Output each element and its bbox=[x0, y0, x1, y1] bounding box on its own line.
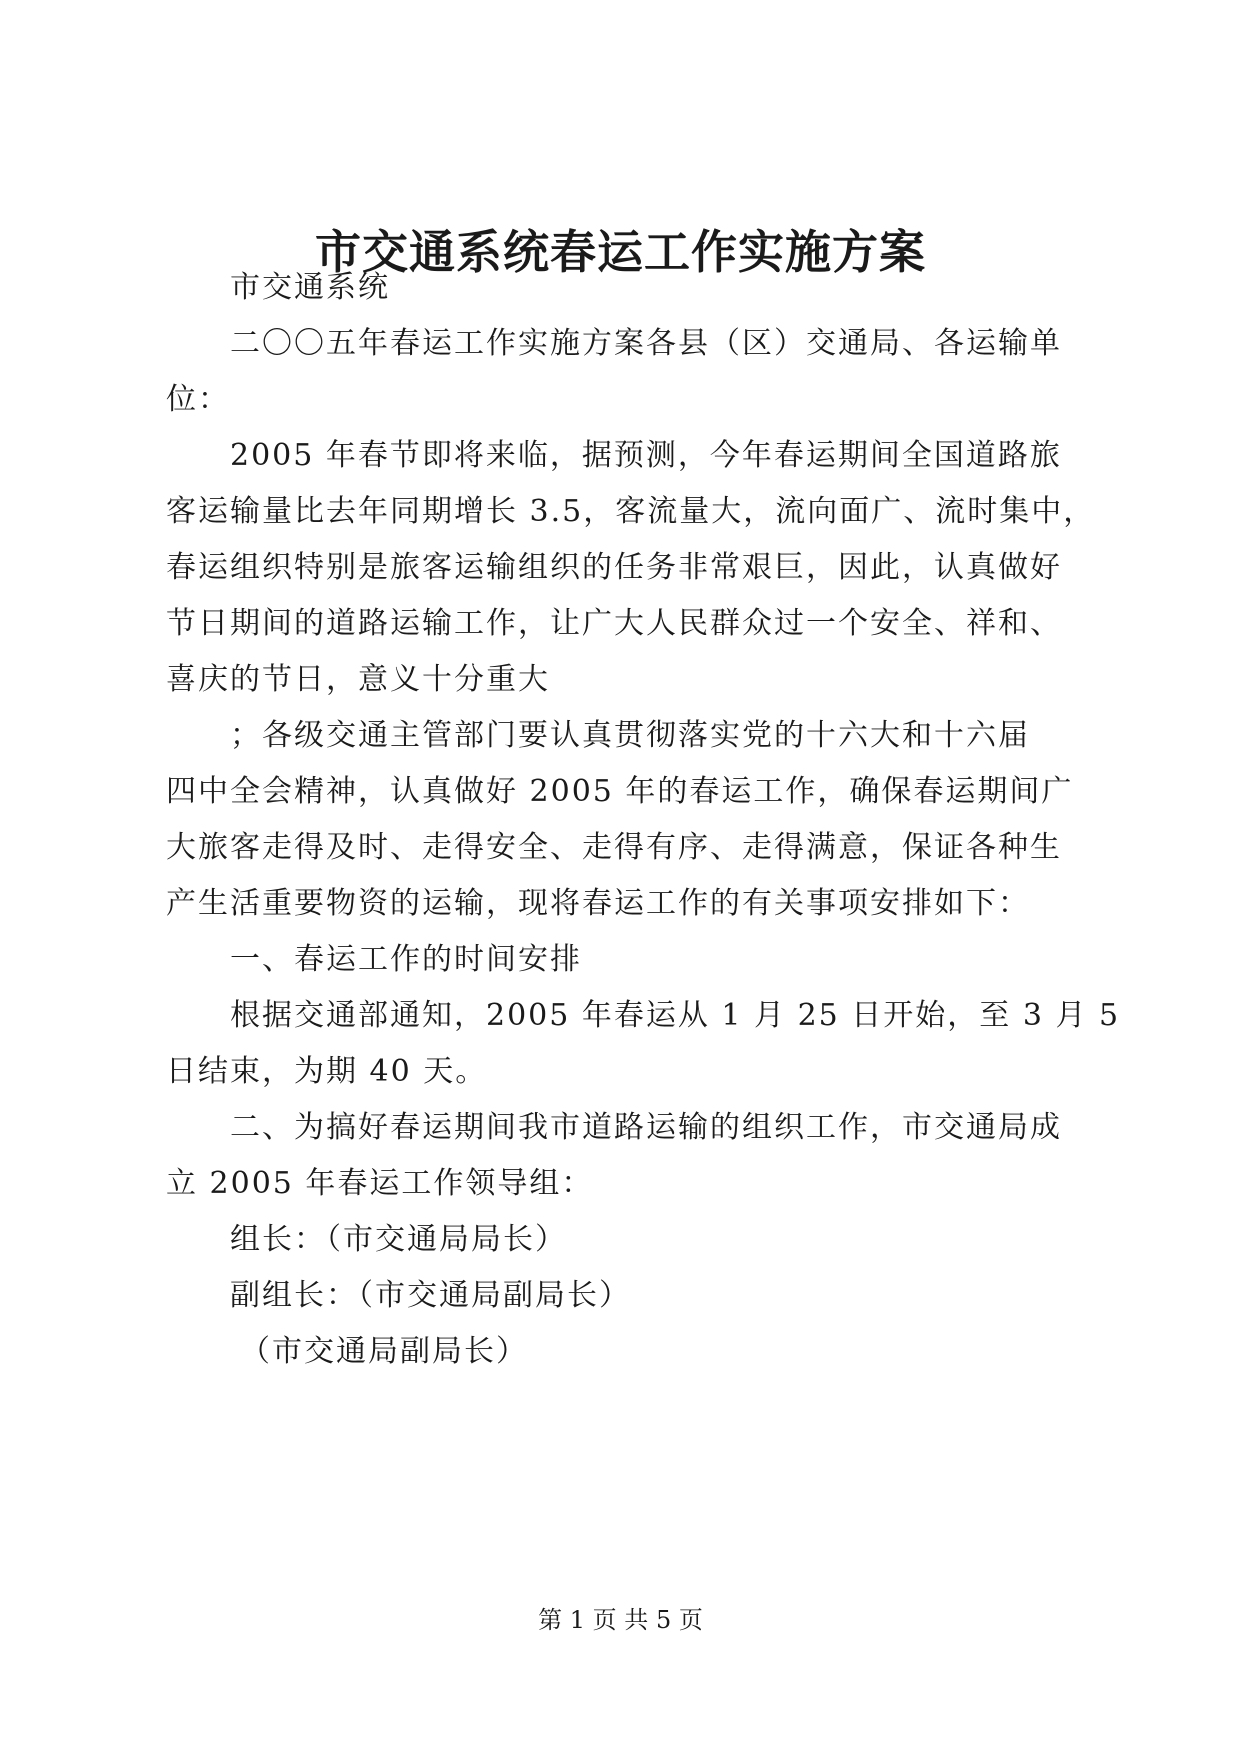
body-line: 春运组织特别是旅客运输组织的任务非常艰巨，因此，认真做好 bbox=[166, 550, 1062, 585]
page-number: 第 1 页 共 5 页 bbox=[538, 1606, 703, 1634]
document-title: 市交通系统春运工作实施方案 bbox=[315, 225, 926, 279]
body-line: 喜庆的节日，意义十分重大 bbox=[166, 662, 550, 697]
body-line: 副组长：（市交通局副局长） bbox=[230, 1278, 631, 1313]
body-line: 大旅客走得及时、走得安全、走得有序、走得满意，保证各种生 bbox=[166, 830, 1062, 865]
body-line: （市交通局副局长） bbox=[240, 1334, 528, 1369]
body-line: 根据交通部通知，2005 年春运从 1 月 25 日开始，至 3 月 5 bbox=[230, 998, 1121, 1033]
body-line: ；各级交通主管部门要认真贯彻落实党的十六大和十六届 bbox=[230, 718, 1030, 753]
body-line: 四中全会精神，认真做好 2005 年的春运工作，确保春运期间广 bbox=[166, 774, 1074, 809]
body-line: 立 2005 年春运工作领导组： bbox=[166, 1166, 594, 1201]
body-line: 产生活重要物资的运输，现将春运工作的有关事项安排如下： bbox=[166, 886, 1030, 921]
body-line: 位： bbox=[166, 382, 230, 417]
body-line: 市交通系统 bbox=[230, 270, 390, 305]
body-line: 节日期间的道路运输工作，让广大人民群众过一个安全、祥和、 bbox=[166, 606, 1062, 641]
body-line: 日结束，为期 40 天。 bbox=[166, 1054, 488, 1089]
body-line: 组长：（市交通局局长） bbox=[230, 1222, 567, 1257]
section-heading: 一、春运工作的时间安排 bbox=[230, 942, 582, 977]
body-line: 二〇〇五年春运工作实施方案各县（区）交通局、各运输单 bbox=[230, 326, 1062, 361]
body-line: 2005 年春节即将来临，据预测，今年春运期间全国道路旅 bbox=[230, 438, 1062, 473]
body-line: 客运输量比去年同期增长 3.5，客流量大，流向面广、流时集中， bbox=[166, 494, 1096, 529]
body-line: 二、为搞好春运期间我市道路运输的组织工作，市交通局成 bbox=[230, 1110, 1062, 1145]
